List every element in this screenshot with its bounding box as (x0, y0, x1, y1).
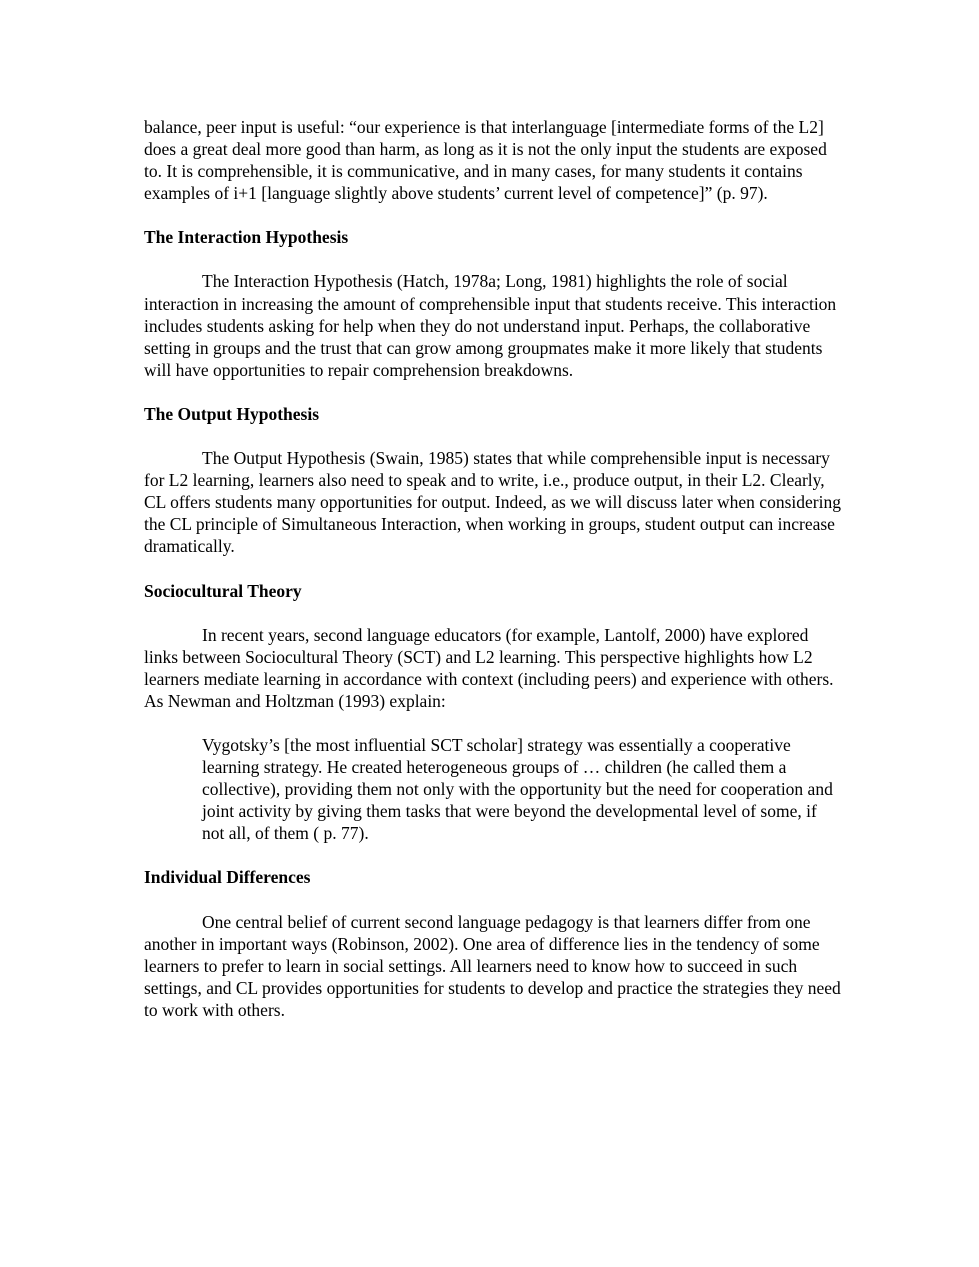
section-paragraph-sociocultural-theory: In recent years, second language educators (for example, Lantolf, 2000) have explored links between Sociocultural Theory (SCT) and L2 learning. This perspective highlights how L2 learners mediate learning in accordance with context (including peers) and experience with others. As Newman and Holtzman (1993) explain: (144, 624, 834, 711)
section-paragraph-interaction-hypothesis: The Interaction Hypothesis (Hatch, 1978a; Long, 1981) highlights the role of social interaction in increasing the amount of comprehensible input that students receive. This interaction includes students asking for help when they do not understand input. Perhaps, the collaborative setting in groups and the trust that can grow among groupmates make it more likely that students will have opportunities to repair comprehension breakdowns. (144, 271, 837, 380)
section-heading-output-hypothesis: The Output Hypothesis (144, 403, 320, 424)
document-page (144, 116, 844, 1043)
section-paragraph-output-hypothesis: The Output Hypothesis (Swain, 1985) states that while comprehensible input is necessary for L2 learning, learners also need to speak and to write, i.e., produce output, in their L2. Clearly, CL offers students many opportunities for output. Indeed, as we will discuss later when considering the CL principle of Simultaneous Interaction, when working in groups, student output can increase dramatically. (144, 448, 841, 557)
section-heading-sociocultural-theory: Sociocultural Theory (144, 580, 302, 601)
opening-paragraph: balance, peer input is useful: “our experience is that interlanguage [intermediate forms of the L2] does a great deal more good than harm, as long as it is not the only input the students are exposed to. It is comprehensible, it is communicative, and in many cases, for many students it contains examples of i+1 [language slightly above students’ current level of competence]” (p. 97). (144, 117, 827, 204)
section-heading-individual-differences: Individual Differences (144, 867, 311, 888)
section-heading-interaction-hypothesis: The Interaction Hypothesis (144, 227, 349, 248)
blockquote-vygotsky: Vygotsky’s [the most influential SCT scholar] strategy was essentially a cooperative learning strategy. He created heterogeneous groups of … children (he called them a collective), providing them not only with the opportunity but the need for cooperation and joint activity by giving them tasks that were beyond the developmental level of some, if not all, of them ( p. 77). (202, 734, 833, 844)
section-paragraph-individual-differences: One central belief of current second language pedagogy is that learners differ from one another in important ways (Robinson, 2002). One area of difference lies in the tendency of some learners to prefer to learn in social settings. All learners need to know how to succeed in such settings, and CL provides opportunities for students to develop and practice the strategies they need to work with others. (144, 911, 841, 1020)
